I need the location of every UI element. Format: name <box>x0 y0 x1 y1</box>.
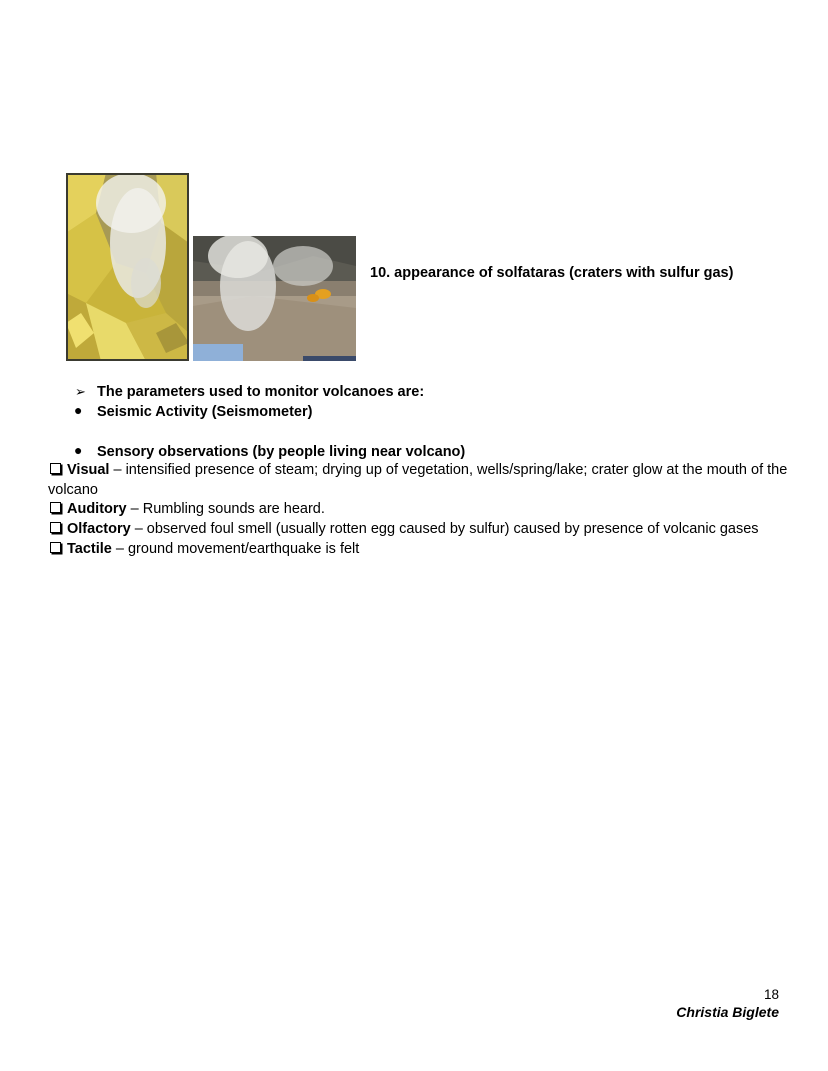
checkbox-bullet-icon <box>50 522 61 533</box>
author-name: Christia Biglete <box>676 1004 779 1020</box>
sulfur-vent-photo <box>66 173 189 361</box>
observation-item <box>48 500 788 520</box>
observation-text: – Rumbling sounds are heard. <box>126 501 325 517</box>
observation-term: Tactile <box>67 541 112 557</box>
observation-item <box>48 520 808 540</box>
checkbox-bullet-icon <box>50 463 61 474</box>
parameter-item: Seismic Activity (Seismometer) <box>97 404 313 420</box>
parameters-heading: The parameters used to monitor volcanoes are: <box>97 384 425 400</box>
checkbox-bullet-icon <box>50 502 61 513</box>
observation-item <box>48 461 788 500</box>
parameters-heading-row <box>75 383 86 401</box>
observation-text: – intensified presence of steam; drying up of vegetation, wells/spring/lake; crater glow at the mouth of the volcano <box>48 462 788 498</box>
observation-term: Auditory <box>67 501 127 517</box>
round-bullet-icon: ● <box>74 402 83 418</box>
observation-term: Olfactory <box>67 521 131 537</box>
figure-caption: 10. appearance of solfataras (craters with sulfur gas) <box>370 265 734 281</box>
round-bullet-icon: ● <box>74 442 83 458</box>
parameter-item: Sensory observations (by people living near volcano) <box>97 444 466 460</box>
observation-item <box>48 540 788 560</box>
observation-term: Visual <box>67 462 110 478</box>
observation-text: – observed foul smell (usually rotten egg caused by sulfur) caused by presence of volcanic gases <box>130 521 759 537</box>
checkbox-bullet-icon <box>50 542 61 553</box>
steaming-crater-photo <box>193 236 356 361</box>
arrowhead-bullet-icon: ➢ <box>75 384 86 399</box>
observation-text: – ground movement/earthquake is felt <box>111 541 360 557</box>
page-number: 18 <box>763 987 779 1002</box>
